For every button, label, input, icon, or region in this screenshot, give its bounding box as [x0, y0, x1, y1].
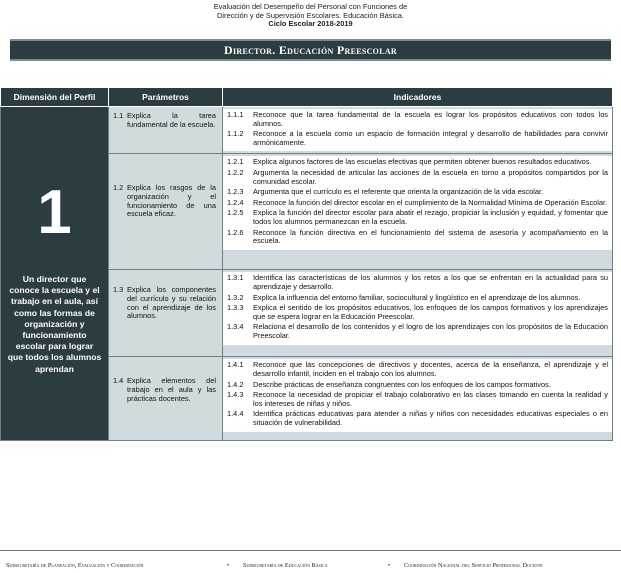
- table-row: [1, 107, 613, 154]
- indicator-text: Argumenta la necesidad de articular las acciones de la escuela en torno a propósitos compartidos por la comunidad escolar.: [253, 167, 608, 186]
- footer-item-planeacion: Subsecretaría de Planeación, Evaluación y Coordinación: [6, 562, 144, 569]
- indicator-text: Reconoce la necesidad de propiciar el trabajo colaborativo en las clases tomando en cuenta la realidad y los intereses de niñas y niños.: [253, 390, 608, 408]
- indicator-number: 1.2.5: [227, 208, 244, 218]
- indicator-text: Describe prácticas de enseñanza congruentes con los enfoques de los campos formativos.: [253, 379, 551, 389]
- indicator-text: Explica algunos factores de las escuelas efectivas que permiten obtener buenos resultados educativos.: [253, 157, 592, 167]
- indicator-item: [227, 294, 608, 303]
- footer-divider: [0, 550, 621, 551]
- parametro-text: Explica los componentes del currículo y su relación con el aprendizaje de los alumnos.: [127, 285, 216, 321]
- indicator-item: [227, 209, 608, 226]
- dimension-text: Un director que conoce la escuela y el trabajo en el aula, así como las formas de organización y funcionamiento escolar para lograr que todos los alumnos aprendan: [7, 274, 102, 374]
- parametro-cell: [109, 357, 223, 441]
- indicator-number: 1.4.2: [227, 379, 244, 389]
- indicator-number: 1.2.1: [227, 157, 244, 167]
- dimension-cell: [1, 107, 109, 441]
- footer-bullet: •: [388, 562, 391, 569]
- footer-item-coordinacion: Coordinación Nacional del Servicio Profesional Docente: [404, 562, 543, 569]
- indicator-item: [227, 111, 608, 128]
- indicator-item: [227, 361, 608, 378]
- col-header-indicadores: Indicadores: [223, 88, 613, 107]
- col-header-dimension: Dimensión del Perfil: [1, 88, 109, 107]
- indicator-number: 1.2.3: [227, 187, 244, 197]
- indicator-item: [227, 158, 608, 167]
- indicator-number: 1.2.2: [227, 167, 244, 177]
- col-header-parametros: Parámetros: [109, 88, 223, 107]
- header-line-2: Dirección y de Supervisión Escolares. Educación Básica.: [217, 10, 404, 20]
- indicator-text: Reconoce la función del director escolar en el cumplimiento de la Normalidad Mínima de Operación Escolar.: [253, 197, 608, 207]
- parametro-text: Explica elementos del trabajo en el aula y las prácticas docentes.: [127, 376, 216, 403]
- indicator-item: [227, 274, 608, 291]
- parametro-cell: [109, 270, 223, 357]
- indicator-number: 1.4.3: [227, 390, 244, 400]
- parametro-cell: [109, 107, 223, 154]
- indicator-number: 1.3.2: [227, 292, 244, 302]
- indicator-number: 1.4.1: [227, 360, 244, 370]
- indicator-text: Explica la función del director escolar para abatir el rezago, propiciar la inclusión y equidad, y fomentar que todos los alumnos permanezcan en la escuela.: [253, 208, 608, 226]
- indicator-text: Explica el sentido de los propósitos educativos, los enfoques de los campos formativos y los aprendizajes que se espera lograr en la Educación Preescolar.: [253, 303, 608, 321]
- indicator-item: [227, 304, 608, 321]
- indicator-text: Reconoce que las concepciones de directivos y docentes, acerca de la enseñanza, el aprendizaje y el desarrollo infantil, inciden en el trabajo con los alumnos.: [253, 360, 608, 378]
- indicator-item: [227, 229, 608, 246]
- indicator-text: Relaciona el desarrollo de los contenidos y el logro de los aprendizajes con los propósitos de la Educación Preescolar.: [253, 322, 608, 340]
- parametro-text: Explica la tarea fundamental de la escuela.: [127, 111, 216, 129]
- indicator-item: [227, 130, 608, 147]
- indicator-number: 1.4.4: [227, 409, 244, 419]
- document-header: [0, 3, 621, 29]
- indicator-text: Reconoce que la tarea fundamental de la escuela es lograr los propósitos educativos con todos los alumnos.: [253, 110, 608, 128]
- indicator-number: 1.3.4: [227, 322, 244, 332]
- footer-item-educacion-basica: Subsecretaría de Educación Básica: [243, 562, 328, 569]
- indicator-number: 1.3.1: [227, 273, 244, 283]
- parametro-text: Explica los rasgos de la organización y el funcionamiento de una escuela eficaz.: [127, 183, 216, 219]
- parametro-number: 1.2: [113, 183, 124, 193]
- parametro-number: 1.3: [113, 285, 124, 295]
- indicator-item: [227, 410, 608, 427]
- header-line-3: Ciclo Escolar 2018-2019: [268, 19, 353, 29]
- indicator-number: 1.3.3: [227, 303, 244, 313]
- indicadores-cell: [223, 357, 613, 441]
- indicator-text: Explica la influencia del entorno familiar, sociocultural y lingüístico en el aprendizaje de los alumnos.: [253, 292, 581, 302]
- indicadores-cell: [223, 270, 613, 357]
- header-line-1: Evaluación del Desempeño del Personal con Funciones de: [213, 2, 408, 11]
- indicator-text: Reconoce la función directiva en el funcionamiento del sistema de asesoría y acompañamiento en la escuela.: [253, 227, 608, 246]
- indicator-item: [227, 199, 608, 208]
- indicator-text: Reconoce a la escuela como un espacio de formación integral y desarrollo de habilidades para convivir armónicamente.: [253, 129, 608, 147]
- indicator-item: [227, 188, 608, 197]
- indicator-item: [227, 391, 608, 408]
- parametro-number: 1.1: [113, 111, 124, 120]
- indicadores-cell: [223, 107, 613, 154]
- dimension-number: 1: [37, 178, 72, 247]
- indicator-number: 1.1.2: [227, 129, 244, 139]
- indicadores-cell: [223, 154, 613, 270]
- indicator-text: Argumenta que el currículo es el referente que orienta la organización de la vida escolar.: [253, 187, 544, 197]
- footer-bullet: •: [227, 562, 230, 569]
- table-header-row: [1, 88, 613, 107]
- indicator-number: 1.2.6: [227, 227, 244, 237]
- indicator-text: Identifica prácticas educativas para atender a niñas y niños con necesidades educativas especiales o en situación de vulnerabilidad.: [253, 409, 608, 427]
- profile-table: [0, 87, 613, 441]
- indicator-item: [227, 169, 608, 186]
- parametro-cell: [109, 154, 223, 270]
- indicator-item: [227, 323, 608, 340]
- indicator-number: 1.2.4: [227, 197, 244, 207]
- section-banner: Director. Educación Preescolar: [10, 39, 611, 61]
- indicator-text: Identifica las características de los alumnos y los retos a los que se enfrentan en la actualidad para su aprendizaje y desarrollo.: [253, 273, 608, 291]
- parametro-number: 1.4: [113, 376, 124, 386]
- indicator-item: [227, 381, 608, 390]
- indicator-number: 1.1.1: [227, 110, 244, 119]
